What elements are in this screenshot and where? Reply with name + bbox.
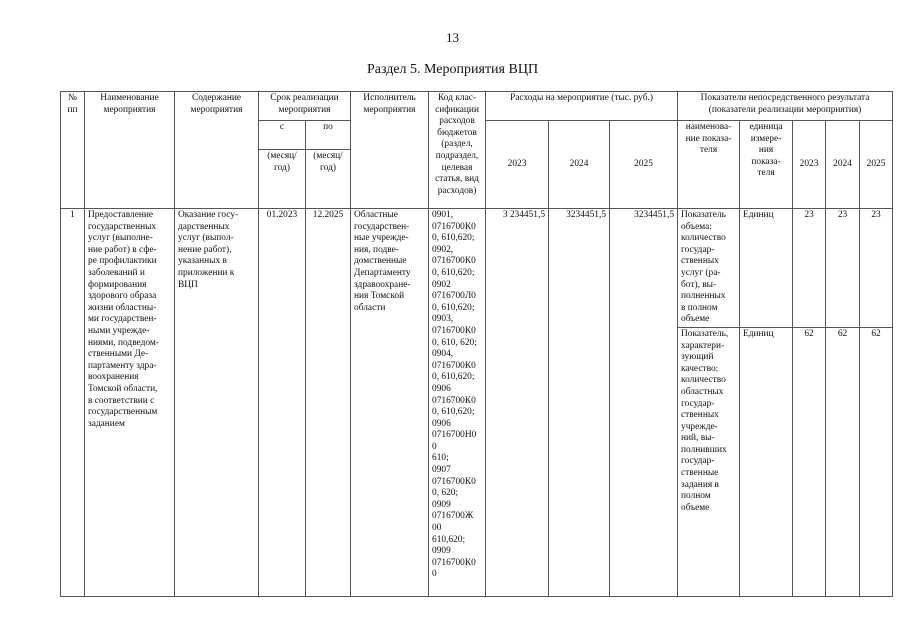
col-header-from-unit: (месяц/ год) — [259, 150, 306, 209]
row-to: 12.2025 — [306, 209, 351, 597]
col-header-to: по — [306, 121, 351, 150]
col-header-to-unit: (месяц/ год) — [306, 150, 351, 209]
header-row-1 — [61, 92, 893, 121]
row-from: 01.2023 — [259, 209, 306, 597]
row-exp-2024: 3234451,5 — [549, 209, 610, 597]
row-exp-2023: 3 234451,5 — [486, 209, 549, 597]
indicator-name: Показатель, характери- зующий качество: количество областных государ- ственных учрежде- ний, вы- полнивших государ- ственные задания в полном объеме — [678, 327, 740, 596]
ind-year-header: 2025 — [860, 121, 893, 209]
indicator-unit: Единиц — [740, 327, 793, 596]
col-header-from: с — [259, 121, 306, 150]
col-header-period: Срок реализации мероприятия — [259, 92, 351, 121]
indicator-value: 23 — [860, 209, 893, 328]
row-num: 1 — [61, 209, 85, 597]
row-executor: Областные государствен- ные учрежде- ния, подве- домственные Департаменту здравоохране- ния Томской области — [351, 209, 429, 597]
row-code: 0901, 0716700К0 0, 610,620; 0902, 0716700К0 0, 610,620; 0902 0716700Л0 0, 610,620; 0903, 0716700К0 0, 610, 620; 0904, 0716700К0 0, 610,620; 0906 0716700К0 0, 610,620; 0906 0716700Н0 0 610; 0907 0716700К0 0, 620; 0909 0716700Ж 00 610,620; 0909 0716700К0 0 — [429, 209, 486, 597]
exp-year-header: 2025 — [610, 121, 678, 209]
exp-year-header: 2024 — [549, 121, 610, 209]
col-header-name: Наименование мероприятия — [85, 92, 175, 209]
exp-year-header: 2023 — [486, 121, 549, 209]
table-row — [61, 209, 893, 328]
indicator-unit: Единиц — [740, 209, 793, 328]
indicator-value: 23 — [793, 209, 826, 328]
section-title: Раздел 5. Мероприятия ВЦП — [366, 62, 539, 77]
row-content: Оказание госу- дарственных услуг (выпол- нение работ), указанных в приложении к ВЦП — [175, 209, 259, 597]
col-header-ind-name: наименова- ние показа- теля — [678, 121, 740, 209]
row-exp-2025: 3234451,5 — [610, 209, 678, 597]
page-number: 13 — [446, 30, 459, 45]
col-header-ind-unit: единица измере- ния показа- теля — [740, 121, 793, 209]
indicator-value: 62 — [826, 327, 860, 596]
indicator-value: 62 — [860, 327, 893, 596]
ind-year-header: 2023 — [793, 121, 826, 209]
col-header-expenses: Расходы на мероприятие (тыс. руб.) — [486, 92, 678, 121]
ind-year-header: 2024 — [826, 121, 860, 209]
col-header-executor: Исполнитель мероприятия — [351, 92, 429, 209]
col-header-content: Содержание мероприятия — [175, 92, 259, 209]
indicator-value: 62 — [793, 327, 826, 596]
indicator-value: 23 — [826, 209, 860, 328]
indicator-name: Показатель объема: количество государ- ственных услуг (ра- бот), вы- полненных в полном объеме — [678, 209, 740, 328]
activities-table — [60, 91, 893, 597]
col-header-num: № пп — [61, 92, 85, 209]
col-header-indicators: Показатели непосредственного результата (показатели реализации мероприятия) — [678, 92, 893, 121]
col-header-code: Код клас- сификации расходов бюджетов (раздел, подраздел, целевая статья, вид расходов) — [429, 92, 486, 209]
row-name: Предоставление государственных услуг (выполне- ние работ) в сфе- ре профилактики заболеваний и формирования здорового образа жизни областны- ми государствен- ными учрежде- ниями, подведом- ственными Де- партаменту здра- воохранения Томской области, в соответствии с государственным заданием — [85, 209, 175, 597]
